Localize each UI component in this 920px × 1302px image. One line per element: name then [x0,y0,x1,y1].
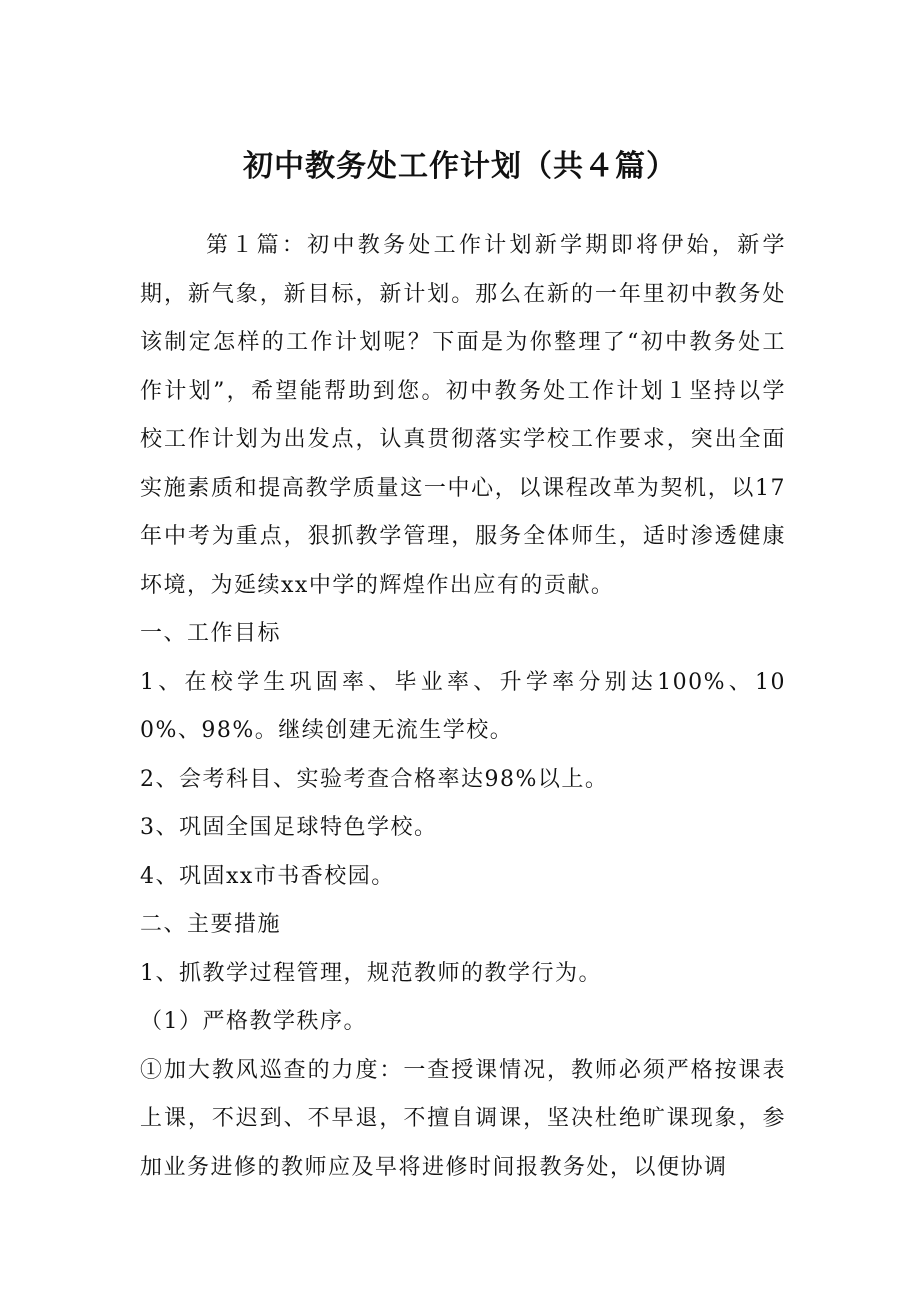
measure-subitem-1: （1）严格教学秩序。 [140,1009,367,1034]
measure-item-1: 1、抓教学过程管理，规范教师的教学行为。 [140,960,602,986]
section-heading-measures: 二、主要措施 [140,912,282,937]
document-body [140,222,786,1192]
goal-item-1: 1、在校学生巩固率、毕业率、升学率分别达100%、100%、98%。继续创建无流生学校。 [140,669,786,743]
intro-paragraph: 第１篇：初中教务处工作计划新学期即将伊始，新学期，新气象，新目标，新计划。那么在新的一年里初中教务处该制定怎样的工作计划呢？下面是为你整理了“初中教务处工作计划”，希望能帮助到您。初中教务处工作计划１坚持以学校工作计划为出发点，认真贯彻落实学校工作要求，突出全面实施素质和提高教学质量这一中心，以课程改革为契机，以17年中考为重点，狠抓教学管理，服务全体师生，适时渗透健康坏境，为延续xx中学的辉煌作出应有的贡献。 [140,233,786,598]
goal-item-2: 2、会考科目、实验考查合格率达98%以上。 [140,766,609,792]
document-title: 初中教务处工作计划（共４篇） [243,149,677,184]
section-heading-goals: 一、工作目标 [140,621,282,646]
goal-item-4: 4、巩固xx市书香校园。 [140,863,395,889]
goal-item-3: 3、巩固全国足球特色学校。 [140,815,438,840]
measure-detail-1: ①加大教风巡查的力度：一查授课情况，教师必须严格按课表上课，不迟到、不早退，不擅自调课，坚决杜绝旷课现象，参加业务进修的教师应及早将进修时间报教务处，以便协调 [140,1057,786,1180]
